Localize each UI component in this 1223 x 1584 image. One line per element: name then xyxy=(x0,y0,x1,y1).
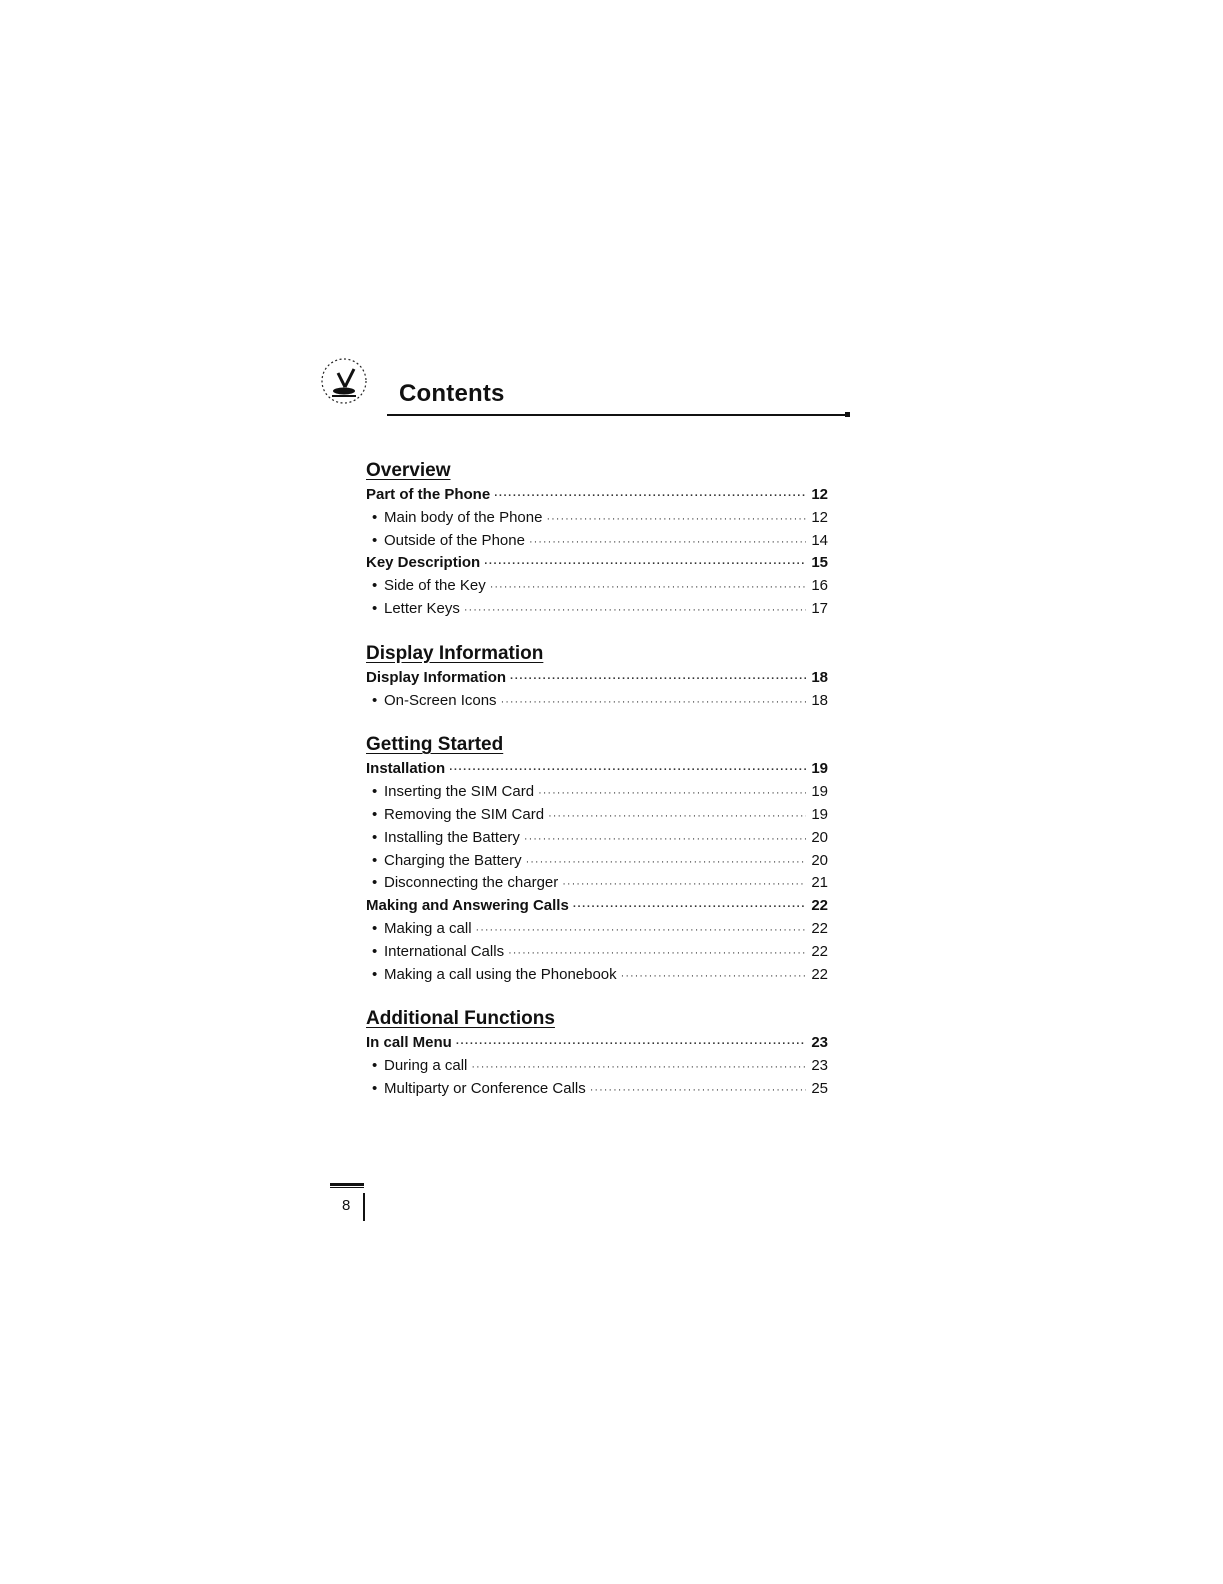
entry-label xyxy=(372,575,486,598)
entry-page-number: 25 xyxy=(811,1079,828,1097)
leader-dots xyxy=(573,896,806,919)
entry-label xyxy=(372,507,542,530)
toc-section xyxy=(366,458,828,621)
title-rule-end xyxy=(845,412,850,417)
entry-label xyxy=(366,758,445,781)
bullet-icon: • xyxy=(372,1079,378,1097)
toc-subentry xyxy=(366,1078,828,1101)
entry-page-number: 18 xyxy=(811,668,828,686)
leader-dots xyxy=(449,759,806,782)
entry-page-number: 12 xyxy=(811,486,828,503)
section-heading: Overview xyxy=(366,460,451,481)
title-rule xyxy=(387,414,849,416)
entry-label xyxy=(372,941,504,964)
entry-label xyxy=(372,964,617,987)
toc-subentry xyxy=(366,781,828,804)
entry-label xyxy=(366,484,490,507)
entry-label-text: Main body of the Phone xyxy=(384,508,543,526)
leader-dots xyxy=(524,828,806,851)
entry-label-text: Charging the Battery xyxy=(384,851,522,869)
entry-label-text: Making a call xyxy=(384,919,472,937)
toc-subentry xyxy=(366,804,828,827)
leader-dots xyxy=(476,919,806,942)
bullet-icon: • xyxy=(372,805,378,823)
entry-page-number: 15 xyxy=(811,554,828,572)
leader-dots xyxy=(538,782,806,805)
toc-entry xyxy=(366,1032,828,1055)
entry-label-text: Installing the Battery xyxy=(384,828,520,846)
entry-page-number: 19 xyxy=(811,760,828,778)
entry-label xyxy=(372,827,520,850)
entry-page-number: 14 xyxy=(811,531,828,549)
entry-label-text: Outside of the Phone xyxy=(384,531,525,549)
entry-page-number: 22 xyxy=(811,919,828,937)
toc-subentry xyxy=(366,964,828,987)
bullet-icon: • xyxy=(372,1057,378,1075)
entry-page-number: 17 xyxy=(811,599,828,617)
entry-label xyxy=(372,1078,586,1101)
entry-label-text: Making and Answering Calls xyxy=(366,897,569,915)
entry-page-number: 20 xyxy=(811,828,828,846)
entry-page-number: 22 xyxy=(811,942,828,960)
entry-label xyxy=(372,781,534,804)
bullet-icon: • xyxy=(372,851,378,869)
leader-dots xyxy=(510,668,806,691)
leader-dots xyxy=(546,508,806,531)
entry-page-number: 16 xyxy=(811,577,828,595)
entry-page-number: 19 xyxy=(811,783,828,801)
toc-entry xyxy=(366,758,828,781)
entry-label-text: In call Menu xyxy=(366,1034,452,1052)
entry-label-text: Side of the Key xyxy=(384,577,486,595)
entry-label-text: Installation xyxy=(366,760,446,778)
entry-label-text: Making a call using the Phonebook xyxy=(384,965,617,983)
entry-label-text: Key Description xyxy=(366,554,481,572)
antenna-dish-icon xyxy=(318,355,370,407)
leader-dots xyxy=(526,851,806,874)
entry-page-number: 23 xyxy=(811,1057,828,1075)
entry-page-number: 21 xyxy=(811,874,828,892)
entry-label-text: Inserting the SIM Card xyxy=(384,783,535,801)
entry-label-text: During a call xyxy=(384,1057,468,1075)
leader-dots xyxy=(621,965,806,988)
entry-page-number: 22 xyxy=(811,897,828,915)
leader-dots xyxy=(464,599,806,622)
leader-dots xyxy=(494,485,806,508)
bullet-icon: • xyxy=(372,942,378,960)
page-title: Contents xyxy=(399,380,505,407)
entry-page-number: 22 xyxy=(811,965,828,983)
entry-label xyxy=(372,598,460,621)
folio-bar xyxy=(330,1183,364,1186)
entry-label xyxy=(372,530,525,553)
entry-label xyxy=(372,690,497,713)
toc-subentry xyxy=(366,575,828,598)
bullet-icon: • xyxy=(372,919,378,937)
entry-label-text: On-Screen Icons xyxy=(384,691,497,709)
leader-dots xyxy=(508,942,806,965)
page-number: 8 xyxy=(342,1197,351,1214)
entry-label-text: International Calls xyxy=(384,942,505,960)
entry-label xyxy=(372,1055,467,1078)
leader-dots xyxy=(456,1033,806,1056)
bullet-icon: • xyxy=(372,783,378,801)
toc-subentry xyxy=(366,690,828,713)
entry-page-number: 19 xyxy=(811,805,828,823)
section-heading: Display Information xyxy=(366,642,544,664)
toc-subentry xyxy=(366,918,828,941)
toc-entry xyxy=(366,667,828,690)
bullet-icon: • xyxy=(372,874,378,892)
section-heading: Additional Functions xyxy=(366,1008,555,1030)
leader-dots xyxy=(562,873,806,896)
toc-subentry xyxy=(366,507,828,530)
leader-dots xyxy=(548,805,806,828)
toc-section xyxy=(366,732,828,986)
toc-section xyxy=(366,641,828,713)
entry-page-number: 20 xyxy=(811,851,828,869)
entry-label-text: Multiparty or Conference Calls xyxy=(384,1079,586,1097)
bullet-icon: • xyxy=(372,599,378,617)
bullet-icon: • xyxy=(372,577,378,595)
table-of-contents xyxy=(366,458,828,1121)
entry-page-number: 12 xyxy=(811,508,828,526)
entry-label-text: Letter Keys xyxy=(384,599,460,617)
toc-subentry xyxy=(366,598,828,621)
folio-bar-thin xyxy=(330,1187,364,1188)
leader-dots xyxy=(484,553,806,576)
entry-label xyxy=(372,850,522,873)
leader-dots xyxy=(501,691,806,714)
bullet-icon: • xyxy=(372,531,378,549)
leader-dots xyxy=(490,576,806,599)
entry-label xyxy=(372,918,472,941)
toc-entry xyxy=(366,484,828,507)
toc-entry xyxy=(366,552,828,575)
leader-dots xyxy=(590,1079,806,1102)
entry-label xyxy=(366,1032,452,1055)
entry-label xyxy=(372,804,544,827)
bullet-icon: • xyxy=(372,508,378,526)
entry-label xyxy=(366,552,480,575)
bullet-icon: • xyxy=(372,828,378,846)
entry-label xyxy=(366,895,569,918)
toc-section xyxy=(366,1006,828,1100)
entry-label-text: Part of the Phone xyxy=(366,486,491,503)
toc-subentry xyxy=(366,827,828,850)
entry-label-text: Removing the SIM Card xyxy=(384,805,545,823)
entry-label xyxy=(366,667,506,690)
leader-dots xyxy=(471,1056,806,1079)
bullet-icon: • xyxy=(372,965,378,983)
entry-label-text: Display Information xyxy=(366,668,507,686)
toc-subentry xyxy=(366,530,828,553)
toc-subentry xyxy=(366,872,828,895)
section-heading: Getting Started xyxy=(366,734,504,756)
toc-subentry xyxy=(366,941,828,964)
bullet-icon: • xyxy=(372,691,378,709)
entry-label xyxy=(372,872,558,895)
entry-label-text: Disconnecting the charger xyxy=(384,874,559,892)
entry-page-number: 23 xyxy=(811,1034,828,1052)
toc-entry xyxy=(366,895,828,918)
folio-divider xyxy=(363,1193,365,1221)
entry-page-number: 18 xyxy=(811,691,828,709)
leader-dots xyxy=(529,531,806,554)
toc-subentry xyxy=(366,1055,828,1078)
toc-subentry xyxy=(366,850,828,873)
